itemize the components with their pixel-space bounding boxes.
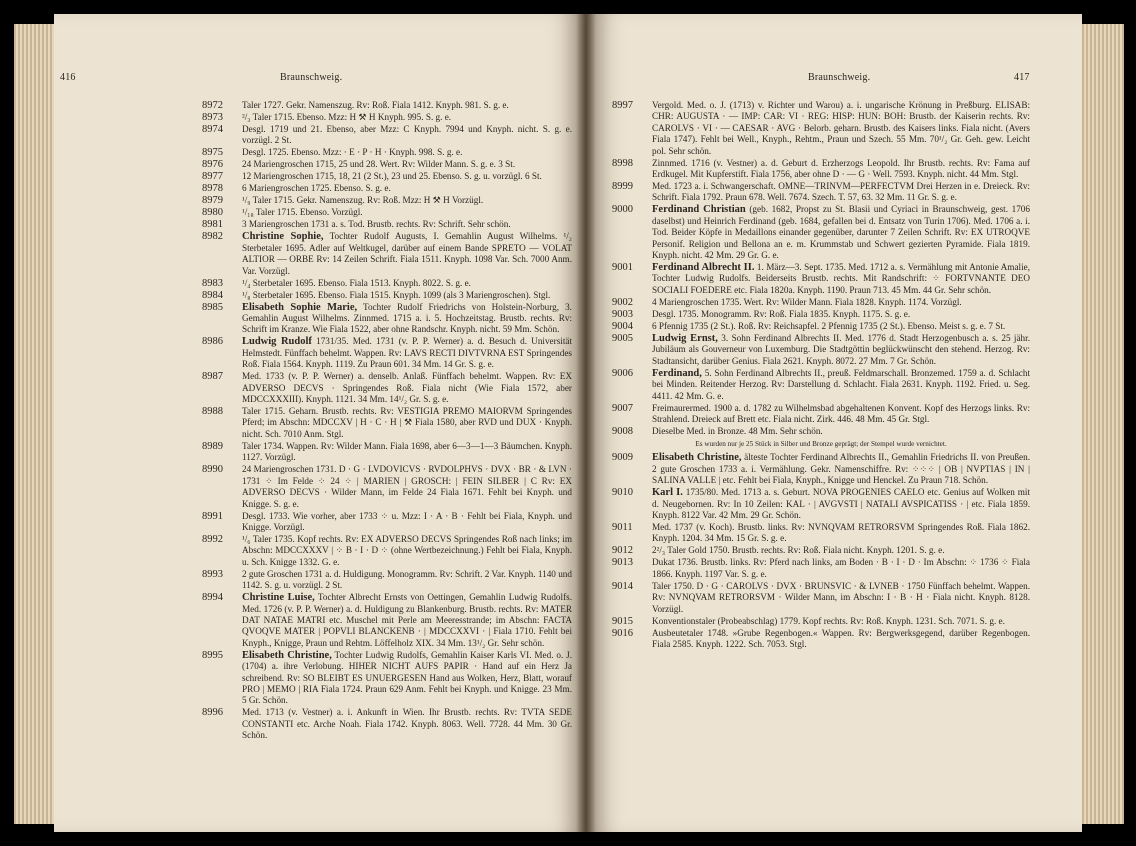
entry-text: 24 Mariengroschen 1731. D · G · LVDOVICVS · RVDOLPHVS · DVX · BR · & LVN · 1731 ⁘ Im Felde ⁘ 24 ⁘ | MARIEN | GROSCH: | FEIN SILBER | C Rv: EX ADVERSO DECVS · Wilder Mann, im Felde 24 Fiala 1671. Fehlt bei Knyph. und Knigge. S. g. e. <box>242 464 572 509</box>
catalog-entry <box>202 650 572 707</box>
catalog-entry <box>202 290 572 301</box>
lot-number: 8998 <box>612 157 633 169</box>
lot-number: 8991 <box>202 510 223 522</box>
entry-text: ¹/₄ Sterbetaler 1695. Ebenso. Fiala 1513. Knyph. 8022. S. g. e. <box>242 277 471 288</box>
catalog-entry <box>202 371 572 405</box>
lot-number: 8986 <box>202 336 223 348</box>
catalog-entry <box>612 545 1030 556</box>
catalog-entry <box>202 302 572 336</box>
catalog-entry <box>612 333 1030 367</box>
catalog-entry <box>202 231 572 277</box>
entry-text: Zinnmed. 1716 (v. Vestner) a. d. Geburt d. Erzherzogs Leopold. Ihr Brustb. rechts. Rv: Fama auf Erdkugel. Mit Kupferstift. Fiala 1756, aber ohne D · — G · Well. 7593. Knyph. nicht. 44 Mm. Stgl. <box>652 157 1030 180</box>
lot-number: 9005 <box>612 332 633 344</box>
lot-number: 9010 <box>612 487 633 499</box>
lot-number: 9004 <box>612 320 633 332</box>
catalog-entry <box>612 204 1030 261</box>
catalog-entry <box>612 522 1030 545</box>
lot-number: 8984 <box>202 289 223 301</box>
running-head-left: Braunschweig. <box>280 72 343 83</box>
catalog-entry <box>612 309 1030 320</box>
entry-text: 2²/₃ Taler Gold 1750. Brustb. rechts. Rv: Roß. Fiala nicht. Knyph. 1201. S. g. e. <box>652 545 945 556</box>
lot-number: 8990 <box>202 464 223 476</box>
lot-number: 8989 <box>202 440 223 452</box>
running-head-right: Braunschweig. <box>808 72 871 83</box>
entry-text: Dukat 1736. Brustb. links. Rv: Pferd nach links, am Boden · B · I · D · Im Abschn: ⁘ 1736 ⁘ Fiala 1866. Knyph. 1197 Var. S. g. e. <box>652 557 1030 579</box>
catalog-entry <box>202 464 572 510</box>
catalog-entry <box>202 278 572 289</box>
lot-number: 9014 <box>612 580 633 592</box>
entry-text: Tochter Albrecht Ernsts von Oettingen, Gemahlin Ludwig Rudolfs. Med. 1726 (v. P. P. Werner) a. d. Huldigung zu Blankenburg. Brustb. rechts. Rv: MATER DAT NATAE MATRI etc. Muschel mit Perle am Meeresstrande; im Abschn: FACTA QVOQVE MATER | POPVLI BLANCKENB · | MDCCXXVI · | Fiala 1710. Fehlt bei Knyph., Knigge, Praun und Rehtm. Löffelholz XIX. 34 Mm. 13¹/₂ Gr. Sehr schön. <box>242 592 573 648</box>
catalog-entry <box>612 616 1030 627</box>
lot-number: 9001 <box>612 262 633 274</box>
lot-number: 9009 <box>612 452 633 464</box>
entry-heading: Elisabeth Christine, <box>242 649 332 661</box>
entry-text: Tochter Ludwig Rudolfs, Gemahlin Kaiser Karls VI. Med. o. J. (1704) a. ihre Verlobung. HIHER NICHT AUFS PAPIR · Hand auf ein Herz Ja schreibend. Rv: SO BLEIBT ES UNUERGESEN Hand aus Wolken, Herz, Blatt, worauf PRO | MEMO | RIA Fiala 1724. Praun 629 Anm. Fehlt bei Knyph. und Knigge. 23 Mm. 5 Gr. Schön. <box>242 649 572 706</box>
catalog-entry <box>202 112 572 123</box>
entry-text: 1735/80. Med. 1713 a. s. Geburt. NOVA PROGENIES CAELO etc. Genius auf Wolken mit d. Neugebornen. Rv: In 10 Zeilen: KAL · | AVGVSTI | NATALI AVSPICATISS · | etc. Fiala 1859. Knyph. 8122 Var. 42 Mm. 29 Gr. Schön. <box>652 487 1030 520</box>
lot-number: 8973 <box>202 112 223 123</box>
lot-number: 9000 <box>612 204 633 216</box>
lot-number: 9008 <box>612 425 633 437</box>
entry-text: Tochter Rudolf Friedrichs von Holstein-Norburg, 3. Gemahlin August Wilhelms. Zinnmed. 1715 a. i. 5. Hochzeitstag. Brustb. rechts. Rv: Schrift im Kranze. Wie Fiala 1522, aber ohne Randschr. Knyph. nicht. 59 Mm. Schön. <box>242 301 572 335</box>
catalog-entry <box>202 219 572 230</box>
entry-list-left <box>202 100 572 742</box>
left-page-edges <box>14 24 58 824</box>
entry-heading: Karl I. <box>652 487 683 499</box>
lot-number: 8997 <box>612 100 633 111</box>
lot-number: 9013 <box>612 557 633 569</box>
lot-number: 8988 <box>202 406 223 418</box>
lot-number: 8976 <box>202 159 223 171</box>
lot-number: 8992 <box>202 533 223 545</box>
catalog-entry <box>202 195 572 206</box>
lot-number: 8975 <box>202 147 223 159</box>
entry-heading: Elisabeth Sophie Marie, <box>242 301 358 313</box>
entry-text: Taler 1750. D · G · CAROLVS · DVX · BRUNSVIC · & LVNEB · 1750 Fünffach behelmt. Wappen. Rv: NVNQVAM RETRORSVM · Wilder Mann, im Abschn: I · B · H · Fiala nicht. Knyph. 8128. Vorzügl. <box>652 580 1030 614</box>
entry-text: Konventionstaler (Probeabschlag) 1779. Kopf rechts. Rv: Roß. Knyph. 1231. Sch. 7071. S. g. e. <box>652 615 1005 626</box>
entry-text: Med. 1723 a. i. Schwangerschaft. OMNE—TRINVM—PERFECTVM Drei Herzen in e. Dreieck. Rv: Schrift. Fiala 1792. Praun 678. Well. 7674. Szech. T. 57, 63. 32 Mm. 11 Gr. S. g. e. <box>652 181 1030 203</box>
entry-text: ¹/₈ Sterbetaler 1695. Ebenso. Fiala 1515. Knyph. 1099 (als 3 Mariengroschen). Stgl. <box>242 289 551 300</box>
entry-heading: Elisabeth Christine, <box>652 452 742 464</box>
entry-heading: Ferdinand Albrecht II. <box>652 262 755 274</box>
catalog-entry <box>202 511 572 534</box>
entry-list-right <box>612 100 1030 651</box>
catalog-entry <box>612 368 1030 402</box>
catalog-entry <box>202 159 572 170</box>
entry-heading: Christine Sophie, <box>242 231 324 243</box>
catalog-entry <box>612 100 1030 157</box>
open-book <box>14 14 1124 832</box>
catalog-entry <box>202 183 572 194</box>
lot-number: 8981 <box>202 219 223 231</box>
catalog-entry <box>612 181 1030 204</box>
lot-number: 8977 <box>202 171 223 183</box>
entry-heading: Ferdinand Christian <box>652 204 746 216</box>
lot-number: 9011 <box>612 521 633 533</box>
lot-number: 8996 <box>202 707 223 719</box>
lot-number: 8985 <box>202 301 223 313</box>
entry-text: 12 Mariengroschen 1715, 18, 21 (2 St.), 23 und 25. Ebenso. S. g. u. vorzügl. 6 St. <box>242 171 542 182</box>
catalog-entry <box>202 441 572 464</box>
entry-text: Desgl. 1725. Ebenso. Mzz: · E · P · H · Knyph. 998. S. g. e. <box>242 147 463 158</box>
right-page-edges <box>1080 24 1124 824</box>
entry-text: Med. 1733 (v. P. P. Werner) a. denselb. Anlaß. Fünffach behelmt. Wappen. Rv: EX ADVERSO DECVS · Springendes Roß. Fiala nicht (Wie Fiala 1572, aber MDCCXXXIII). Knyph. 1121. 34 Mm. 14¹/₂ Gr. S. g. e. <box>242 371 572 405</box>
entry-text: ¹/₁₈ Taler 1715. Ebenso. Vorzügl. <box>242 207 363 218</box>
entry-text: 5. Sohn Ferdinand Albrechts II., preuß. Feldmarschall. Bronzemed. 1759 a. d. Schlacht bei Minden. Reitender Herzog. Rv: Darstellung d. Schlacht. Fiala 2631. Knyph. 1192. Fried. u. Seg. 4411. 42 Mm. G. e. <box>652 367 1030 401</box>
catalog-entry <box>202 124 572 147</box>
entry-text: 3 Mariengroschen 1731 a. s. Tod. Brustb. rechts. Rv: Schrift. Sehr schön. <box>242 219 511 230</box>
lot-number: 9002 <box>612 296 633 308</box>
lot-number: 8980 <box>202 207 223 219</box>
lot-number: 8982 <box>202 231 223 243</box>
catalog-entry <box>612 403 1030 426</box>
book-gutter <box>576 14 596 832</box>
catalog-entry <box>612 262 1030 296</box>
entry-text: ¹/₉ Taler 1715. Gekr. Namenszug. Rv: Roß. Mzz: H ⚒ H Vorzügl. <box>242 195 484 206</box>
right-page <box>586 14 1082 832</box>
entry-heading: Ferdinand, <box>652 367 702 379</box>
lot-number: 8994 <box>202 592 223 604</box>
catalog-entry <box>202 406 572 440</box>
entry-text: 1. März—3. Sept. 1735. Med. 1712 a. s. Vermählung mit Antonie Amalie, Tochter Ludwig Rudolfs. Beiderseits Brustb. rechts. Mit Randschrift: ⁘ FORTVNANTE DEO SOCIALI FOEDERE etc. Fiala 1820a. Knyph. 1190. Praun 713. 45 Mm. 44 Gr. Sehr schön. <box>652 262 1030 295</box>
lot-number: 8987 <box>202 371 223 383</box>
entry-text: Taler 1727. Gekr. Namenszug. Rv: Roß. Fiala 1412. Knyph. 981. S. g. e. <box>242 100 509 110</box>
left-page <box>54 14 586 832</box>
entry-text: ²/₃ Taler 1715. Ebenso. Mzz: H ⚒ H Knyph. 995. S. g. e. <box>242 112 452 122</box>
entry-text: Med. 1737 (v. Koch). Brustb. links. Rv: NVNQVAM RETRORSVM Springendes Roß. Fiala 1862. Knyph. 1204. 34 Mm. 15 Gr. S. g. e. <box>652 521 1030 544</box>
entry-text: 1731/35. Med. 1731 (v. P. P. Werner) a. d. Besuch d. Universität Helmstedt. Fünffach behelmt. Wappen. Rv: LAVS RECTI DIVTVRNA EST Springendes Roß. Fiala 1564. Knyph. 1119. Zu Praun 601. 34 Mm. 14 Gr. S. g. e. <box>242 336 573 370</box>
catalog-entry <box>202 171 572 182</box>
catalog-entry <box>612 581 1030 615</box>
lot-number: 8972 <box>202 100 223 111</box>
entry-text: (geb. 1682, Propst zu St. Blasii und Cyriaci in Braunschweig, gest. 1706 daselbst) und Heinrich Ferdinand (geb. 1684, gefallen bei d. Entsatz von Turin 1706). Med. 1706 a. i. Tod. Beider Köpfe in Medaillons einander gegenüber, darunter 7 Zeilen Schrift. Rv: EX UTROQVE Personif. Religion und Bellona an e. m. Krummstab und Schwert gezierten Pyramide. Fiala 1819. Knyph. nicht. 42 Mm. 29 Gr. G. e. <box>652 204 1030 261</box>
catalog-entry <box>202 592 572 649</box>
entry-text: 6 Pfennig 1735 (2 St.). Roß. Rv: Reichsapfel. 2 Pfennig 1735 (2 St.). Ebenso. Meist s. g. e. 7 St. <box>652 320 1006 331</box>
lot-number: 9003 <box>612 308 633 320</box>
entry-text: Dieselbe Med. in Bronze. 48 Mm. Sehr schön. <box>652 425 823 436</box>
lot-number: 8979 <box>202 195 223 207</box>
catalog-entry <box>612 487 1030 521</box>
lot-number: 9016 <box>612 627 633 639</box>
entry-heading: Ludwig Rudolf <box>242 336 312 348</box>
entry-heading: Ludwig Ernst, <box>652 332 718 344</box>
entry-text: 3. Sohn Ferdinand Albrechts II. Med. 1776 d. Stadt Herzogenbusch a. s. 25 jähr. Jubiläum als Gouverneur von Luxemburg. Die Stadtgöttin beglückwünscht den stehend. Herzog. Rv: Stadtansicht, darüber Genius. Fiala 2621. Knyph. 8072. 27 Mm. 7 Gr. Schön. <box>652 332 1031 366</box>
catalog-entry <box>202 336 572 370</box>
entry-text: 24 Mariengroschen 1715, 25 und 28. Wert. Rv: Wilder Mann. S. g. e. 3 St. <box>242 159 516 170</box>
entry-text: Taler 1715. Geharn. Brustb. rechts. Rv: VESTIGIA PREMO MAIORVM Springendes Pferd; im Abschn: MDCCXV | H · C · H | ⚒ Fiala 1580, aber RVD und DUX · Knyph. nicht. Sch. 7010 Anm. Stgl. <box>242 406 572 439</box>
catalog-entry <box>612 158 1030 181</box>
page-number-right: 417 <box>1014 72 1030 83</box>
lot-number: 8993 <box>202 568 223 580</box>
catalog-entry <box>612 557 1030 580</box>
entry-text: Tochter Rudolf Augusts, I. Gemahlin August Wilhelms. ¹/₂ Sterbetaler 1695. Adler auf Weltkugel, darüber auf einem Bande SPRETO — VOLAT ALTIOR — ORBE Rv: 14 Zeilen Schrift. Fiala 1511. Knyph. 1098 Var. Sch. 7000 Anm. Var. Vorzügl. <box>242 231 572 276</box>
catalog-entry <box>612 628 1030 651</box>
catalog-entry <box>202 534 572 568</box>
entry-text: ¹/₆ Taler 1735. Kopf rechts. Rv: EX ADVERSO DECVS Springendes Roß nach links; im Abschn: MDCCXXXV | ⁘ B · I · D ⁘ (ohne Wertbezeichnung.) Fehlt bei Fiala, Knyph. u. Sch. Knigge 1332. G. e. <box>242 533 572 567</box>
entry-text: Vergold. Med. o. J. (1713) v. Richter und Warou) a. i. ungarische Krönung in Preßburg. ELISAB: CHR: AUGUSTA · — IMP: CAR: VI · REG: HISP: HUN: BOH: Brustb. der Kaiserin rechts. Rv: CAROLVS · VI · — CAESAR · AVG · Belorb. geharn. Brustb. des Kaisers links. Fiala nicht. (Avers Fiala 1747). Fehlt bei Well., Knyph., Rehtm., Praun und Szech. 55 Mm. 70¹/₂ Gr. Geh. gew. Leicht pol. Sehr schön. <box>652 100 1030 156</box>
entry-heading: Christine Luise, <box>242 592 315 604</box>
catalog-entry <box>612 426 1030 437</box>
lot-number: 8978 <box>202 183 223 195</box>
page-number-left: 416 <box>60 72 76 83</box>
entry-text: 4 Mariengroschen 1735. Wert. Rv: Wilder Mann. Fiala 1828. Knyph. 1174. Vorzügl. <box>652 296 962 307</box>
entry-text: Freimaurermed. 1900 a. d. 1782 zu Wilhelmsbad abgehaltenen Konvent. Kopf des Herzogs links. Rv: Strahlend. Dreieck auf Brett etc. Fiala nicht. Zirk. 446. 48 Mm. 45 Gr. Stgl. <box>652 402 1030 424</box>
entry-text: Med. 1713 (v. Vestner) a. i. Ankunft in Wien. Ihr Brustb. rechts. Rv: TVTA SEDE CONSTANTI etc. Arche Noah. Fiala 1742. Knyph. 8063. Well. 7728. 44 Mm. 30 Gr. Schön. <box>242 707 572 741</box>
entry-text: Taler 1734. Wappen. Rv: Wilder Mann. Fiala 1698, aber 6—3—1—3 Bäumchen. Knyph. 1127. Vorzügl. <box>242 440 572 463</box>
lot-number: 8974 <box>202 124 223 135</box>
catalog-entry <box>612 321 1030 332</box>
catalog-entry <box>202 207 572 218</box>
entry-text: Desgl. 1719 und 21. Ebenso, aber Mzz: C Knyph. 7994 und Knyph. nicht. S. g. e. vorzügl. 2 St. <box>242 124 572 146</box>
entry-text: 6 Mariengroschen 1725. Ebenso. S. g. e. <box>242 183 391 194</box>
entry-text: 2 gute Groschen 1731 a. d. Huldigung. Monogramm. Rv: Schrift. 2 Var. Knyph. 1140 und 1142. S. g. u. vorzügl. 2 St. <box>242 568 572 591</box>
entry-text: Desgl. 1733. Wie vorher, aber 1733 ⁘ u. Mzz: I · A · B · Fehlt bei Fiala, Knyph. und Knigge. Vorzügl. <box>242 510 572 532</box>
catalog-entry <box>202 147 572 158</box>
lot-number: 9006 <box>612 367 633 379</box>
lot-number: 8983 <box>202 277 223 289</box>
catalog-entry <box>202 707 572 741</box>
lot-number: 9007 <box>612 402 633 414</box>
catalog-entry <box>612 297 1030 308</box>
entry-text: älteste Tochter Ferdinand Albrechts II., Gemahlin Friedrichs II. von Preußen. 2 gute Groschen 1733 a. i. Vermählung. Gekr. Namenschiffre. Rv: ⁘⁘⁘ | OB | NVPTIAS | IN | SALINA VALLE | etc. Fehlt bei Fiala, Knyph., Knigge und Henckel. Zu Praun 718. Schön. <box>652 452 1031 486</box>
entry-text: Desgl. 1735. Monogramm. Rv: Roß. Fiala 1835. Knyph. 1175. S. g. e. <box>652 308 911 319</box>
entry-text: Ausbeutetaler 1748. »Grube Regenbogen.« Wappen. Rv: Bergwerksgegend, darüber Regenbogen. Fiala 2585. Knyph. 1222. Sch. 7053. Stgl. <box>652 627 1030 649</box>
lot-number: 9015 <box>612 615 633 627</box>
lot-number: 8995 <box>202 649 223 661</box>
lot-number: 8999 <box>612 181 633 193</box>
catalog-entry <box>612 452 1030 486</box>
catalog-entry <box>202 569 572 592</box>
catalog-entry <box>202 100 572 111</box>
entry-footnote: Es wurden nur je 25 Stück in Silber und Bronze geprägt; der Stempel wurde vernichtet. <box>695 439 947 448</box>
lot-number: 9012 <box>612 545 633 557</box>
